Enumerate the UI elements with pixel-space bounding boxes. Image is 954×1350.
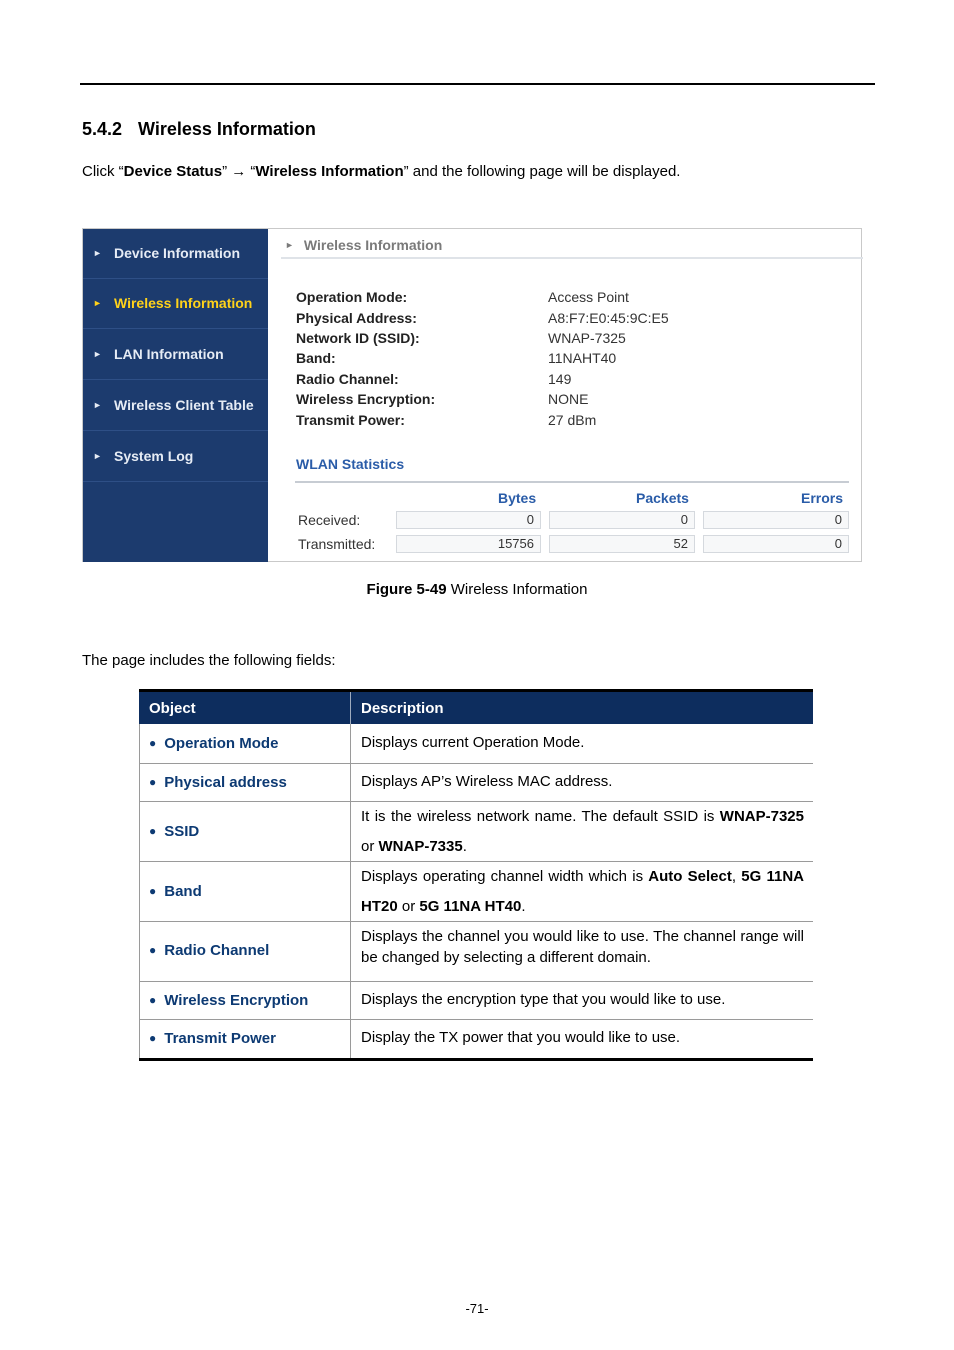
page-number: -71- xyxy=(465,1301,489,1316)
row-object xyxy=(149,992,308,1009)
stats-column-packets: Packets xyxy=(636,490,689,506)
sidebar-item-system-log[interactable] xyxy=(83,432,268,482)
header-divider xyxy=(350,692,351,724)
bullet-icon: ● xyxy=(149,993,157,1007)
desc-bold: 5G 11NA HT40 xyxy=(419,898,522,915)
row-divider xyxy=(350,922,351,981)
sidebar-item-label: Wireless Information xyxy=(114,295,253,311)
info-value: 27 dBm xyxy=(548,412,597,428)
row-divider xyxy=(350,764,351,801)
row-description xyxy=(361,862,804,922)
bullet-icon: ● xyxy=(149,943,157,957)
row-description: Displays the encryption type that you would like to use. xyxy=(361,991,726,1008)
breadcrumb-label: Wireless Information xyxy=(303,237,443,253)
play-arrow-icon: ► xyxy=(93,451,102,461)
desc-text: It is the wireless network name. The default SSID is xyxy=(361,808,720,825)
row-divider xyxy=(350,982,351,1019)
row-object xyxy=(149,1030,276,1047)
object-label: Wireless Encryption xyxy=(164,992,309,1009)
figure-caption xyxy=(0,581,954,598)
info-value: NONE xyxy=(548,391,589,407)
figure-number: Figure 5-49 xyxy=(366,581,447,598)
table-row xyxy=(139,764,813,802)
row-object xyxy=(149,735,278,752)
info-key: Physical Address: xyxy=(296,310,417,326)
sidebar-item-device-information[interactable] xyxy=(83,229,268,279)
table-row xyxy=(139,724,813,764)
stats-cell-transmitted-bytes: 15756 xyxy=(396,535,541,553)
bullet-icon: ● xyxy=(149,775,157,789)
sidebar-item-label: Device Information xyxy=(114,245,241,261)
object-label: SSID xyxy=(164,823,200,840)
row-description: Display the TX power that you would like to use. xyxy=(361,1029,681,1046)
sidebar-item-lan-information[interactable] xyxy=(83,330,268,380)
table-row xyxy=(139,802,813,862)
intro-wireless-information: Wireless Information xyxy=(255,163,404,180)
desc-text: or xyxy=(361,838,379,855)
desc-text: Displays operating channel width which is xyxy=(361,868,649,885)
info-value: 11NAHT40 xyxy=(548,350,617,366)
info-key: Transmit Power: xyxy=(296,412,405,428)
sidebar-item-label: Wireless Client Table xyxy=(114,397,254,413)
stats-column-errors: Errors xyxy=(801,490,844,506)
object-label: Transmit Power xyxy=(164,1030,276,1047)
section-title: Wireless Information xyxy=(138,119,316,139)
desc-bold: WNAP-7335 xyxy=(378,838,463,855)
header-description: Description xyxy=(361,700,444,717)
object-label: Physical address xyxy=(164,774,287,791)
info-key: Radio Channel: xyxy=(296,371,399,387)
play-arrow-icon: ► xyxy=(93,298,102,308)
info-value: Access Point xyxy=(548,289,629,305)
bullet-icon: ● xyxy=(149,884,157,898)
bullet-icon: ● xyxy=(149,1031,157,1045)
info-key: Network ID (SSID): xyxy=(296,330,420,346)
breadcrumb xyxy=(285,237,442,253)
wireless-info-screenshot xyxy=(82,228,862,562)
bullet-icon: ● xyxy=(149,736,157,750)
sidebar-item-label: System Log xyxy=(114,448,194,464)
row-object xyxy=(149,883,202,900)
desc-bold: WNAP-7325 xyxy=(719,808,804,825)
row-description xyxy=(361,802,804,862)
intro-arrow: ” → “ xyxy=(222,163,256,180)
bullet-icon: ● xyxy=(149,824,157,838)
sidebar-item-wireless-information[interactable] xyxy=(83,279,268,329)
desc-text: or xyxy=(397,898,420,915)
info-value: 149 xyxy=(548,371,572,387)
section-heading xyxy=(82,119,316,140)
object-label: Radio Channel xyxy=(164,942,270,959)
intro-prefix: Click “ xyxy=(82,163,124,180)
info-value: A8:F7:E0:45:9C:E5 xyxy=(548,310,669,326)
table-row xyxy=(139,982,813,1020)
play-arrow-icon: ► xyxy=(93,248,102,258)
play-arrow-icon: ► xyxy=(285,240,294,250)
row-object xyxy=(149,823,199,840)
sidebar-nav xyxy=(83,229,268,562)
row-object xyxy=(149,942,269,959)
desc-bold: 5G 11NA HT20 xyxy=(361,868,804,915)
object-label: Band xyxy=(164,883,202,900)
table-row xyxy=(139,1020,813,1058)
stats-cell-received-bytes: 0 xyxy=(396,511,541,529)
stats-cell-received-packets: 0 xyxy=(549,511,695,529)
desc-text: . xyxy=(462,838,467,855)
info-key: Wireless Encryption: xyxy=(296,391,436,407)
stats-cell-transmitted-packets: 52 xyxy=(549,535,695,553)
sidebar-item-wireless-client-table[interactable] xyxy=(83,381,268,431)
sidebar-item-label: LAN Information xyxy=(114,346,224,362)
row-description: Displays current Operation Mode. xyxy=(361,734,585,751)
table-row xyxy=(139,922,813,982)
header-rule xyxy=(80,83,875,85)
stats-cell-transmitted-errors: 0 xyxy=(703,535,849,553)
stats-row-label-received: Received: xyxy=(298,512,361,528)
row-divider xyxy=(350,802,351,861)
fields-intro: The page includes the following fields: xyxy=(82,652,336,669)
stats-column-bytes: Bytes xyxy=(498,490,537,506)
stats-row-label-transmitted: Transmitted: xyxy=(298,536,376,552)
breadcrumb-divider xyxy=(281,257,863,259)
table-header xyxy=(139,692,813,724)
header-object: Object xyxy=(149,700,196,717)
desc-bold: Auto Select xyxy=(648,868,732,885)
figure-title: Wireless Information xyxy=(446,581,588,598)
play-arrow-icon: ► xyxy=(93,349,102,359)
info-value: WNAP-7325 xyxy=(548,330,626,346)
table-row xyxy=(139,862,813,922)
stats-cell-received-errors: 0 xyxy=(703,511,849,529)
row-description: Displays AP’s Wireless MAC address. xyxy=(361,773,613,790)
row-description: Displays the channel you would like to use. The channel range will be changed by selecting a different domain. xyxy=(361,928,804,966)
wlan-statistics-title: WLAN Statistics xyxy=(296,456,405,472)
wlan-statistics-divider xyxy=(295,481,849,483)
object-label: Operation Mode xyxy=(164,735,279,752)
intro-paragraph xyxy=(82,163,680,180)
play-arrow-icon: ► xyxy=(93,400,102,410)
table-bottom-rule xyxy=(139,1058,813,1061)
info-key: Band: xyxy=(296,350,336,366)
intro-device-status: Device Status xyxy=(123,163,223,180)
row-divider xyxy=(350,1020,351,1058)
row-object xyxy=(149,774,287,791)
desc-text: . xyxy=(521,898,526,915)
intro-suffix: ” and the following page will be displayed. xyxy=(403,163,681,180)
desc-text: , xyxy=(731,868,742,885)
info-key: Operation Mode: xyxy=(296,289,408,305)
row-divider xyxy=(350,724,351,763)
section-number: 5.4.2 xyxy=(82,119,123,139)
row-divider xyxy=(350,862,351,921)
